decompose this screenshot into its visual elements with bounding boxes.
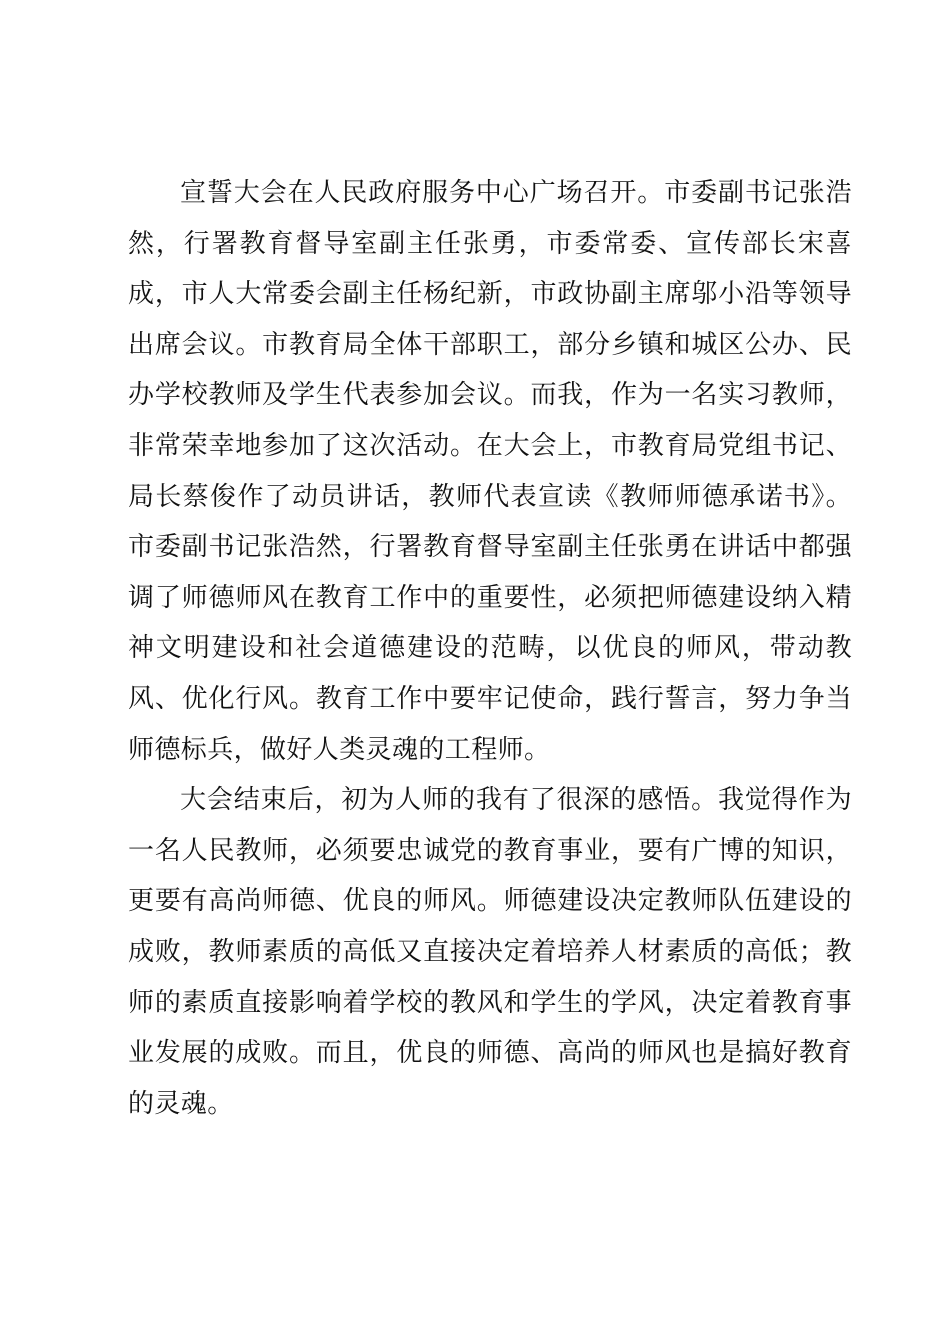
paragraph-1: 宣誓大会在人民政府服务中心广场召开。市委副书记张浩然，行署教育督导室副主任张勇，市委常委、宣传部长宋喜成，市人大常委会副主任杨纪新，市政协副主席邬小沿等领导出席会议。市教育局全体干部职工，部分乡镇和城区公办、民办学校教师及学生代表参加会议。而我，作为一名实习教师，非常荣幸地参加了这次活动。在大会上，市教育局党组书记、局长蔡俊作了动员讲话，教师代表宣读《教师师德承诺书》。市委副书记张浩然，行署教育督导室副主任张勇在讲话中都强调了师德师风在教育工作中的重要性，必须把师德建设纳入精神文明建设和社会道德建设的范畴，以优良的师风，带动教风、优化行风。教育工作中要牢记使命，践行誓言，努力争当师德标兵，做好人类灵魂的工程师。 [128,178,852,765]
document-body [128,168,852,1129]
paragraph-2: 大会结束后，初为人师的我有了很深的感悟。我觉得作为一名人民教师，必须要忠诚党的教育事业，要有广博的知识，更要有高尚师德、优良的师风。师德建设决定教师队伍建设的成败，教师素质的高低又直接决定着培养人材素质的高低；教师的素质直接影响着学校的教风和学生的学风，决定着教育事业发展的成败。而且，优良的师德、高尚的师风也是搞好教育的灵魂。 [128,785,852,1119]
